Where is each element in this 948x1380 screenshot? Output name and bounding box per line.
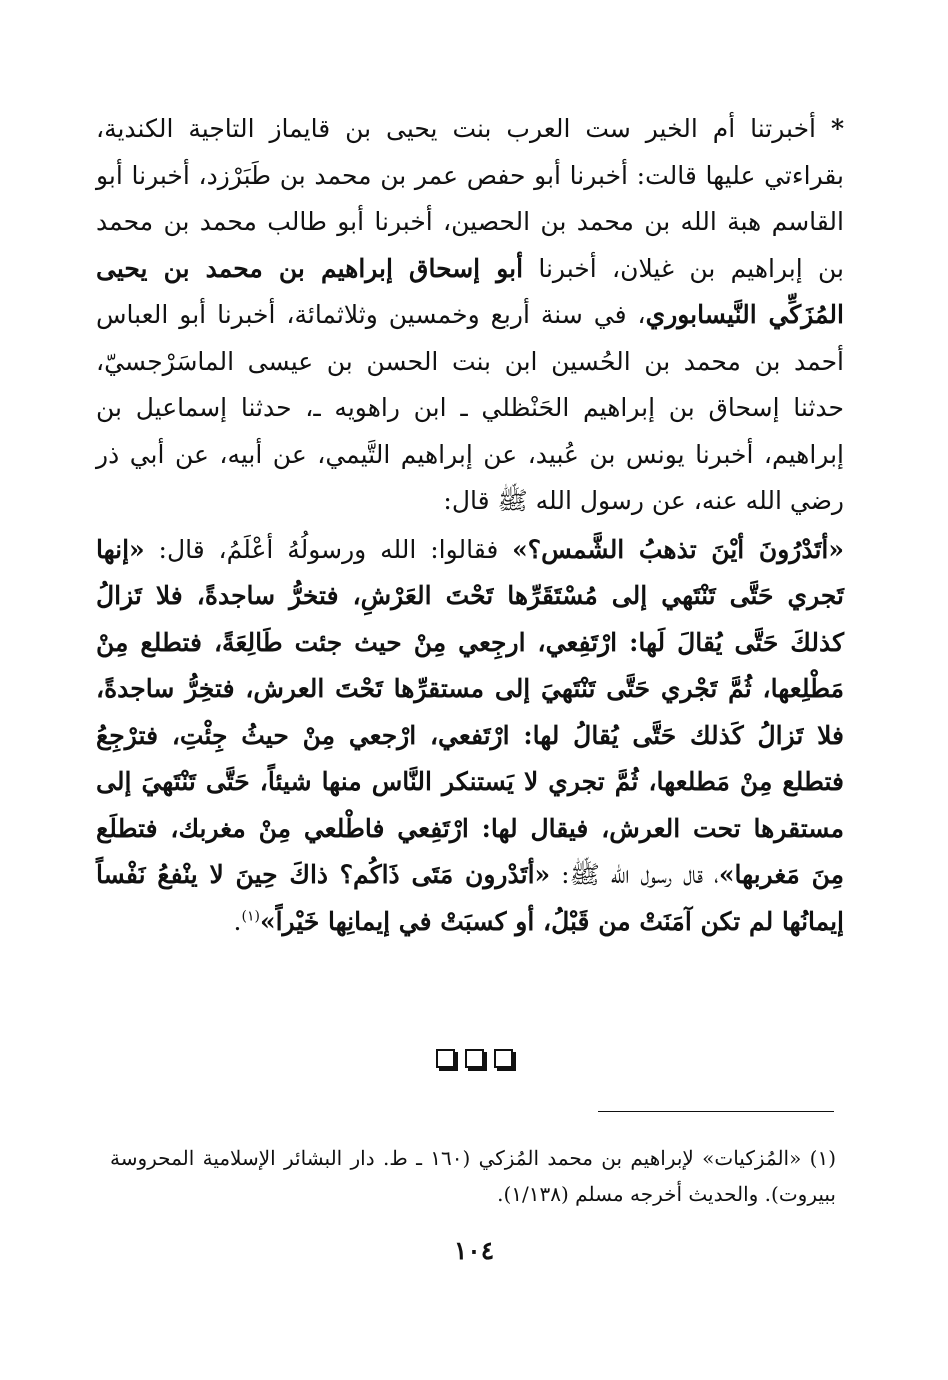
- square-ornament-icon: [494, 1049, 513, 1068]
- narrator-name: أبو إسحاق إبراهيم بن محمد بن يحيى المُزَكِّي النَّيسابوري: [96, 253, 845, 329]
- hadith-paragraph: [96, 527, 844, 946]
- footnote-rule: [598, 1111, 834, 1112]
- isnad-text-part1: أخبرتنا أم الخير ست العرب بنت يحيى بن قايماز التاجية الكندية، بقراءتي عليها قالت: أخبرنا أبو حفص عمر بن محمد بن طَبَرْزد، أخبرنا أبو القاسم هبة الله بن محمد بن الحصين، أخبرنا أبو طالب محمد بن محمد بن إبراهيم بن غيلان، أخبرنا: [96, 114, 844, 283]
- hadith-question-1: «أتَدْرُونَ أيْنَ تذهبُ الشَّمس؟»: [512, 534, 844, 564]
- main-text: [96, 106, 844, 945]
- footnote-text: «المُزكيات» لإبراهيم بن محمد المُزكي (١٦٠ ـ ط. دار البشائر الإسلامية المحروسة ببيروت). والحديث أخرجه مسلم (١/١٣٨).: [110, 1146, 836, 1206]
- hadith-transition: ، قال رسول الله ﷺ:: [550, 860, 719, 889]
- asterisk-icon: *: [830, 114, 845, 143]
- section-separator: [0, 1049, 948, 1068]
- hadith-closing: «أتَدْرون مَتَى ذَاكُم؟ ذاكَ حِينَ لا ينْفعُ نَفْساً إيمانُها لم تكن آمَنَتْ من قَبْلُ، أو كسبَتْ في إيمانِها خَيْراً»: [96, 860, 844, 936]
- hadith-end-mark: .: [233, 906, 242, 936]
- page-number: ١٠٤: [453, 1236, 495, 1265]
- isnad-paragraph: [96, 106, 844, 525]
- footnote: [110, 1140, 836, 1212]
- footnote-marker: (١): [809, 1146, 836, 1170]
- square-ornament-icon: [465, 1049, 484, 1068]
- companions-reply: فقالوا: الله ورسولُهُ أعْلَمُ، قال:: [144, 534, 513, 564]
- square-ornament-icon: [436, 1049, 455, 1068]
- footnote-reference: (١): [241, 908, 260, 925]
- isnad-text-part2: ، في سنة أربع وخمسين وثلاثمائة، أخبرنا أبو العباس أحمد بن محمد بن الحُسين ابن بنت الحسن بن عيسى الماسَرْجسيّ، حدثنا إسحاق بن إبراهيم الحَنْظلي ـ ابن راهويه ـ، حدثنا إسماعيل بن إبراهيم، أخبرنا يونس بن عُبيد، عن إبراهيم التَّيمي، عن أبيه، عن أبي ذر رضي الله عنه، عن رسول الله ﷺ قال:: [96, 300, 844, 515]
- hadith-main-text: «إنها تَجري حَتَّى تَنْتَهي إلى مُسْتَقَرِّها تَحْتَ العَرْشِ، فتخرُّ ساجدةً، فلا تَزالُ كذلكَ حَتَّى يُقالَ لَها: ارْتَفِعي، ارجِعي مِنْ حيث جئت طَالِعَةً، فتطلع مِنْ مَطْلِعها، ثُمَّ تَجْري حَتَّى تَنْتَهيَ إلى مستقرِّها تَحْتَ العرش، فتخِرُّ ساجدةً، فلا تَزالُ كَذلك حَتَّى يُقالُ لها: ارْتَفعي، ارْجعي مِنْ حيثُ جِئْتِ، فترْجِعُ فتطلع مِنْ مَطلعها، ثُمَّ تجري لا يَستنكر النَّاس منها شيئاً، حَتَّى تَنْتَهيَ إلى مستقرها تحت العرش، فيقال لها: ارْتَفِعي فاطْلعي مِنْ مغربك، فتطلَع مِنَ مَغربها»: [96, 534, 844, 889]
